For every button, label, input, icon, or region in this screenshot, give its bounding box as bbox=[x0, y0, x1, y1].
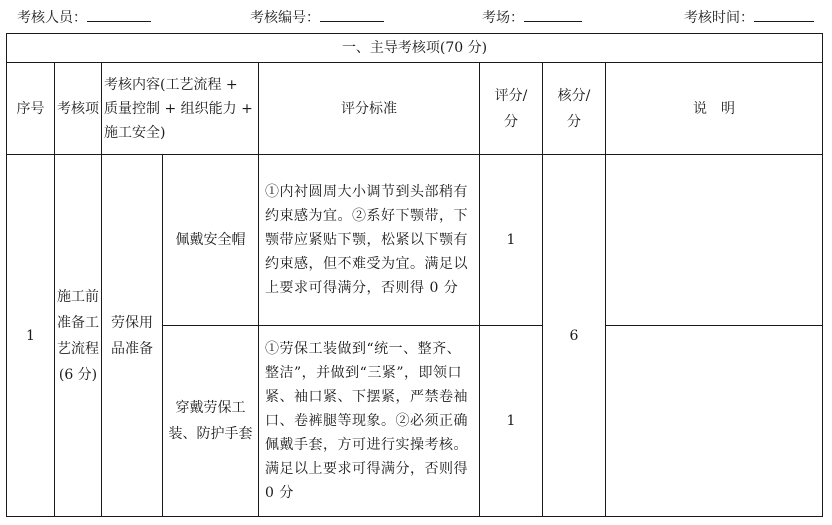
row-note-cell bbox=[606, 326, 823, 517]
venue-label: 考场： bbox=[482, 10, 524, 26]
table-row bbox=[7, 155, 823, 326]
row-score-cell: 1 bbox=[480, 155, 543, 326]
col-criteria-header: 评分标准 bbox=[259, 63, 480, 155]
row-criteria-cell: ①内衬圆周大小调节到头部稍有约束感为宜。②系好下颚带，下颚带应紧贴下颚，松紧以下颚有约束感，但不难受为宜。满足以上要求可得满分，否则得 0 分 bbox=[259, 155, 480, 326]
row-content-cell: 穿戴劳保工装、防护手套 bbox=[163, 326, 259, 517]
col-note-header: 说 明 bbox=[606, 63, 823, 155]
row-content-cell: 佩戴安全帽 bbox=[163, 155, 259, 326]
header-row bbox=[7, 63, 823, 155]
section-title: 一、主导考核项(70 分) bbox=[7, 34, 823, 63]
col-score-header: 评分/分 bbox=[480, 63, 543, 155]
row-score-cell: 1 bbox=[480, 326, 543, 517]
examiner-field bbox=[17, 7, 151, 27]
exam-time-blank[interactable] bbox=[754, 7, 814, 22]
venue-field bbox=[482, 7, 582, 27]
col-check-header: 核分/分 bbox=[543, 63, 606, 155]
exam-number-blank[interactable] bbox=[320, 7, 384, 22]
group-check-score-cell: 6 bbox=[543, 155, 606, 517]
examiner-label: 考核人员： bbox=[17, 10, 87, 26]
col-item-header: 考核项 bbox=[55, 63, 102, 155]
group-seq-cell: 1 bbox=[7, 155, 55, 517]
exam-time-label: 考核时间： bbox=[684, 10, 754, 26]
col-content-header: 考核内容(工艺流程 + 质量控制 + 组织能力 + 施工安全) bbox=[102, 63, 259, 155]
assessment-table bbox=[6, 33, 823, 517]
exam-time-field bbox=[684, 7, 814, 27]
row-note-cell bbox=[606, 155, 823, 326]
examiner-blank[interactable] bbox=[87, 7, 151, 22]
venue-blank[interactable] bbox=[524, 7, 582, 22]
exam-number-label: 考核编号： bbox=[250, 10, 320, 26]
exam-header-line bbox=[0, 0, 832, 32]
row-criteria-cell: ①劳保工装做到“统一、整齐、整洁”，并做到“三紧”，即领口紧、袖口紧、下摆紧，严禁卷袖口、卷裤腿等现象。②必须正确佩戴手套，方可进行实操考核。满足以上要求可得满分，否则得 0 分 bbox=[259, 326, 480, 517]
exam-number-field bbox=[250, 7, 384, 27]
col-seq-header: 序号 bbox=[7, 63, 55, 155]
group-category-cell: 劳保用品准备 bbox=[102, 155, 163, 517]
group-item-cell: 施工前准备工艺流程(6 分) bbox=[55, 155, 102, 517]
